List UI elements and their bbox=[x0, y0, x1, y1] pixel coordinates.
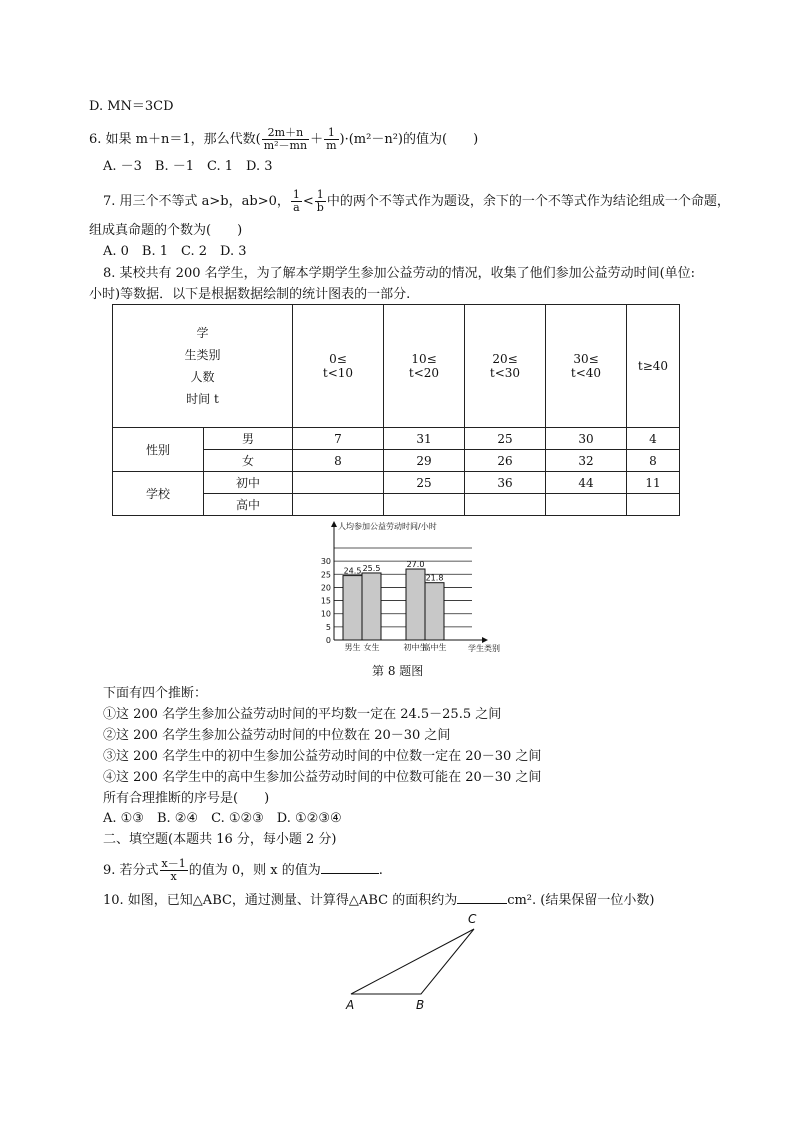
vertex-a-label: A bbox=[346, 998, 355, 1012]
table-cell: 32 bbox=[546, 450, 627, 472]
group-label: 学校 bbox=[113, 472, 204, 516]
table-cell: 31 bbox=[384, 428, 465, 450]
table-cell bbox=[546, 494, 627, 516]
inference-4: ④这 200 名学生中的高中生参加公益劳动时间的中位数可能在 20－30 之间 bbox=[103, 770, 542, 785]
q6-suffix: )·(m²－n²)的值为( ) bbox=[339, 132, 479, 147]
q7-stem bbox=[103, 189, 730, 214]
y-tick-label: 15 bbox=[320, 596, 331, 606]
x-category-label: 高中生 bbox=[422, 643, 447, 652]
table-cell: 25 bbox=[465, 428, 546, 450]
q9-suffix: 的值为 0，则 x 的值为 bbox=[188, 863, 321, 878]
y-tick-label: 5 bbox=[325, 622, 331, 632]
y-axis-arrow-icon bbox=[331, 521, 337, 527]
col-header: t≥40 bbox=[627, 305, 680, 428]
q10-prefix: 10. 如图，已知△ABC，通过测量、计算得△ABC 的面积约为 bbox=[103, 893, 458, 908]
q10-suffix: cm². (结果保留一位小数) bbox=[507, 893, 655, 908]
q5-option-d: D. MN＝3CD bbox=[89, 99, 174, 114]
y-tick-label: 25 bbox=[320, 570, 331, 580]
x-category-label: 女生 bbox=[363, 643, 380, 652]
row-label: 高中 bbox=[204, 494, 293, 516]
table-cell: 44 bbox=[546, 472, 627, 494]
table-cell bbox=[293, 494, 384, 516]
inferences-intro: 下面有四个推断： bbox=[103, 686, 208, 701]
bar-value-label: 27.0 bbox=[406, 560, 425, 570]
y-tick-label: 20 bbox=[320, 583, 331, 593]
q9-answer-blank[interactable] bbox=[321, 861, 379, 874]
q6-frac1-den: m²－mn bbox=[263, 139, 308, 152]
q9-frac-num: x－1 bbox=[161, 857, 186, 870]
bar-value-label: 25.5 bbox=[362, 563, 381, 573]
row-label: 女 bbox=[204, 450, 293, 472]
diag-text-1: 学 bbox=[196, 326, 209, 340]
col-header: 0≤ t<10 bbox=[293, 305, 384, 428]
q8-bar-chart bbox=[300, 518, 510, 658]
q7-suffix: 中的两个不等式作为题设，余下的一个不等式作为结论组成一个命题， bbox=[326, 194, 730, 209]
q9-end: . bbox=[378, 863, 383, 878]
group-label: 性别 bbox=[113, 428, 204, 472]
col-header: 10≤ t<20 bbox=[384, 305, 465, 428]
table-cell: 7 bbox=[293, 428, 384, 450]
row-label: 男 bbox=[204, 428, 293, 450]
table-cell bbox=[293, 472, 384, 494]
q6-frac1-num: 2m＋n bbox=[262, 127, 309, 140]
table-cell bbox=[627, 494, 680, 516]
figure-caption: 第 8 题图 bbox=[372, 664, 424, 678]
q7-lt: < bbox=[302, 194, 314, 209]
y-tick-label: 0 bbox=[325, 636, 331, 645]
q7-frac1-num: 1 bbox=[292, 188, 300, 201]
bar-value-label: 21.8 bbox=[425, 573, 444, 583]
q6-frac2-den: m bbox=[326, 139, 337, 152]
q8-line2: 小时)等数据．以下是根据数据绘制的统计图表的一部分. bbox=[89, 287, 411, 302]
q9-stem bbox=[103, 858, 383, 883]
table-diagonal-header bbox=[113, 305, 293, 428]
table-row bbox=[113, 472, 680, 494]
row-label: 初中 bbox=[204, 472, 293, 494]
x-category-label: 男生 bbox=[344, 643, 361, 652]
table-row bbox=[113, 428, 680, 450]
table-cell: 11 bbox=[627, 472, 680, 494]
table-cell: 8 bbox=[627, 450, 680, 472]
table-cell: 36 bbox=[465, 472, 546, 494]
diag-text-2: 生类别 bbox=[184, 348, 221, 362]
bar bbox=[425, 583, 444, 640]
q9-frac-den: x bbox=[170, 870, 177, 883]
section-2-heading: 二、填空题(本题共 16 分，每小题 2 分) bbox=[103, 832, 337, 847]
q7-frac2-den: b bbox=[316, 201, 324, 214]
q8-options: A. ①③ B. ②④ C. ①②③ D. ①②③④ bbox=[103, 811, 342, 826]
diag-text-3: 人数 bbox=[190, 370, 215, 384]
q9-fraction bbox=[160, 858, 188, 883]
y-tick-label: 10 bbox=[320, 609, 331, 619]
bar-value-label: 24.5 bbox=[343, 566, 362, 576]
x-axis-arrow-icon bbox=[482, 637, 488, 643]
table-cell: 4 bbox=[627, 428, 680, 450]
q6-plus: ＋ bbox=[310, 132, 324, 147]
triangle-abc bbox=[351, 929, 474, 994]
col-header: 20≤ t<30 bbox=[465, 305, 546, 428]
bar bbox=[406, 569, 425, 640]
triangle-abc-figure bbox=[338, 908, 488, 1016]
vertex-b-label: B bbox=[416, 998, 425, 1012]
table-cell: 8 bbox=[293, 450, 384, 472]
q8-question: 所有合理推断的序号是( ) bbox=[103, 791, 270, 806]
table-cell bbox=[465, 494, 546, 516]
q8-stats-table bbox=[112, 304, 680, 516]
x-category-label: 初中生 bbox=[403, 643, 428, 652]
q8-line1: 8. 某校共有 200 名学生，为了解本学期学生参加公益劳动的情况，收集了他们参加公益劳动时间(单位: bbox=[103, 266, 696, 281]
bar bbox=[362, 573, 381, 640]
q6-prefix: 6. 如果 m＋n＝1，那么代数( bbox=[89, 132, 261, 147]
q7-frac1-den: a bbox=[293, 201, 300, 214]
table-cell: 30 bbox=[546, 428, 627, 450]
y-tick-label: 30 bbox=[320, 557, 331, 567]
chart-title: 人均参加公益劳动时间/小时 bbox=[338, 522, 437, 531]
col-header: 30≤ t<40 bbox=[546, 305, 627, 428]
q7-frac2-num: 1 bbox=[315, 189, 326, 202]
table-cell: 25 bbox=[384, 472, 465, 494]
table-cell bbox=[384, 494, 465, 516]
q6-stem bbox=[89, 127, 478, 152]
diag-text-4: 时间 t bbox=[186, 392, 219, 406]
q7-prefix: 7. 用三个不等式 a>b，ab>0， bbox=[103, 194, 290, 209]
q7-fraction-2 bbox=[315, 189, 326, 214]
chart-xlabel: 学生类别 bbox=[468, 644, 500, 653]
q9-prefix: 9. 若分式 bbox=[103, 863, 159, 878]
inference-1: ①这 200 名学生参加公益劳动时间的平均数一定在 24.5－25.5 之间 bbox=[103, 707, 502, 722]
q6-options: A. －3 B. －1 C. 1 D. 3 bbox=[103, 159, 273, 174]
q10-answer-blank[interactable] bbox=[457, 891, 507, 904]
q7-line2: 组成真命题的个数为( ) bbox=[89, 223, 243, 238]
vertex-c-label: C bbox=[468, 912, 477, 926]
q6-frac2-num: 1 bbox=[324, 127, 338, 140]
q7-fraction-1 bbox=[291, 189, 302, 214]
q6-fraction-2 bbox=[324, 127, 338, 152]
q6-fraction-1 bbox=[262, 127, 309, 152]
bar bbox=[343, 576, 362, 640]
table-cell: 26 bbox=[465, 450, 546, 472]
inference-3: ③这 200 名学生中的初中生参加公益劳动时间的中位数一定在 20－30 之间 bbox=[103, 749, 542, 764]
table-cell: 29 bbox=[384, 450, 465, 472]
inference-2: ②这 200 名学生参加公益劳动时间的中位数在 20－30 之间 bbox=[103, 728, 451, 743]
q7-options: A. 0 B. 1 C. 2 D. 3 bbox=[103, 244, 247, 259]
